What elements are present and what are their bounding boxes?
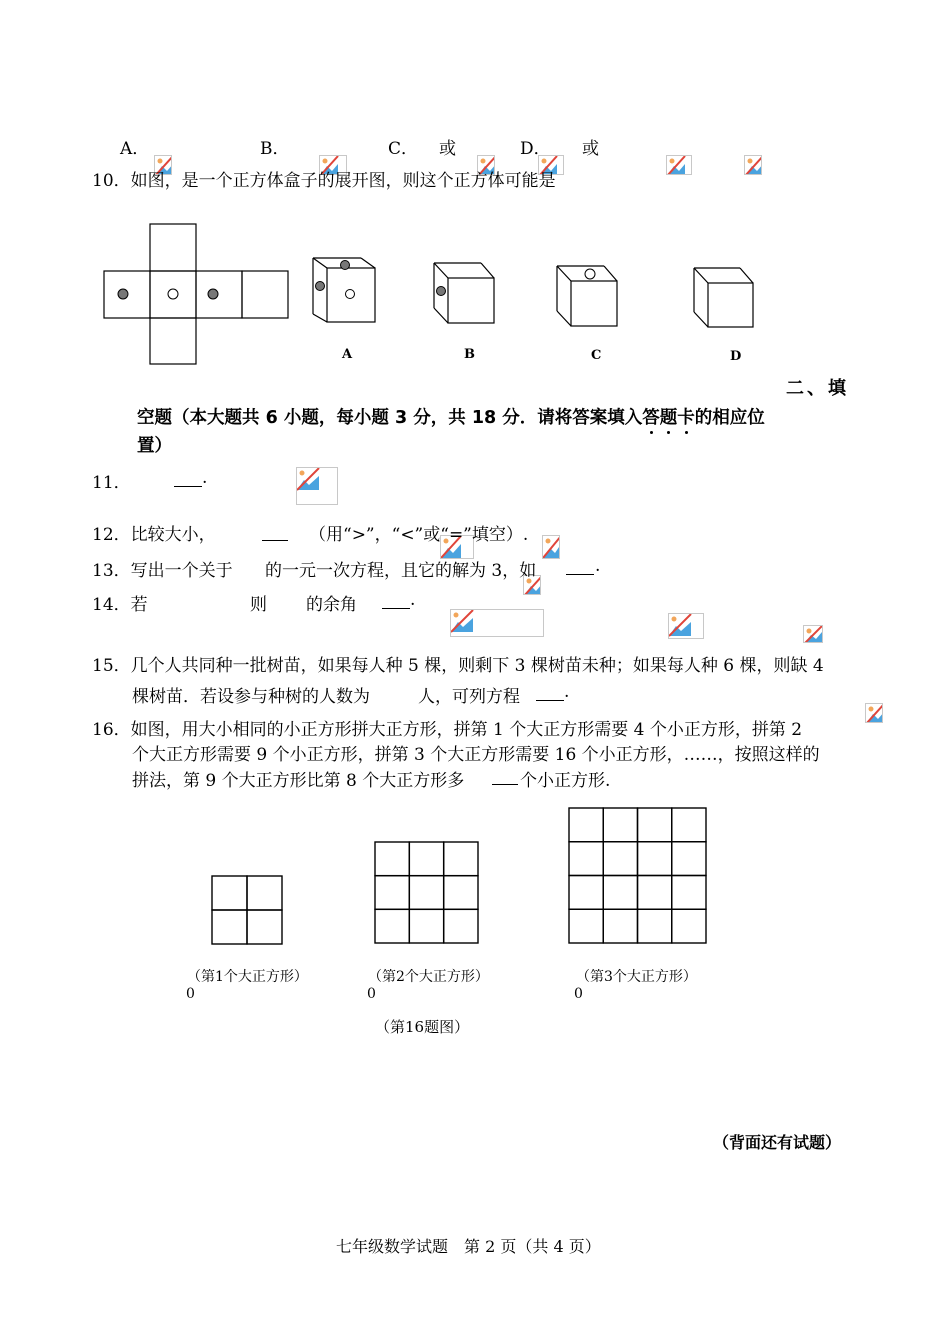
q10-text: 如图，是一个正方体盒子的展开图，则这个正方体可能是	[130, 171, 556, 191]
q9-option-a-label: A．	[120, 139, 150, 159]
grid-cell	[638, 808, 672, 842]
q14-mid: 则	[250, 595, 267, 615]
net-filled-dot	[208, 289, 218, 299]
grid-cell	[409, 842, 443, 876]
q13-number: 13．	[92, 561, 131, 581]
q9-option-b-label: B．	[260, 139, 290, 159]
q12-lead-text: 比较大小，	[130, 525, 216, 545]
q14-lead-text: 若	[130, 595, 148, 615]
grid-cell	[569, 876, 603, 910]
q10-number: 10．	[92, 171, 131, 191]
q16-zero-3: 0	[574, 986, 583, 1002]
q15-answer-blank[interactable]	[536, 686, 564, 701]
broken-image-icon	[865, 703, 883, 723]
grid-cell	[672, 808, 706, 842]
q10-label-a: A	[342, 347, 353, 362]
grid-cell	[603, 808, 637, 842]
q9-option-c-or: 或	[439, 139, 456, 159]
grid-cell	[444, 842, 478, 876]
q16-grid-1	[211, 875, 283, 945]
q16-caption-2: （第2个大正方形）	[368, 969, 489, 985]
q9-option-c-label: C．	[388, 139, 419, 159]
grid-cell	[638, 909, 672, 943]
q16-caption-1: （第1个大正方形）	[187, 969, 308, 985]
grid-cell	[409, 876, 443, 910]
q12-answer-blank[interactable]	[262, 526, 288, 541]
q16-line3-b: 个小正方形.	[520, 771, 611, 791]
broken-image-icon	[542, 535, 560, 559]
grid-cell	[375, 876, 409, 910]
grid-cell	[212, 910, 247, 944]
q14-number: 14．	[92, 595, 131, 615]
grid-cell	[672, 842, 706, 876]
q10-label-c: C	[591, 348, 602, 363]
cube-a-front-dot	[346, 290, 355, 299]
q16-line2: 个大正方形需要 9 个小正方形，拼第 3 个大正方形需要 16 个小正方形，……，按照这样的	[132, 745, 820, 765]
section2-heading-right: 二、填	[786, 378, 849, 399]
q9-option-d-or: 或	[582, 139, 599, 159]
grid-cell	[569, 842, 603, 876]
broken-image-icon	[803, 625, 823, 643]
grid-cell	[638, 842, 672, 876]
back-note: （背面还有试题）	[713, 1133, 842, 1152]
q9-option-b	[260, 134, 290, 159]
section2-line1-a: 空题（本大题共 6 小题，每小题 3 分，共 18 分．请将答案填入	[137, 408, 643, 428]
page-footer: 七年级数学试题 第 2 页（共 4 页）	[336, 1237, 601, 1256]
grid-cell	[603, 842, 637, 876]
grid-cell	[212, 876, 247, 910]
q13-answer-blank[interactable]	[566, 560, 594, 575]
broken-image-icon	[296, 467, 338, 505]
q12-lead	[92, 520, 216, 545]
broken-image-icon	[668, 613, 704, 639]
section2-heading-line2: 置）	[137, 436, 172, 456]
q11-end: .	[202, 468, 208, 488]
grid-cell	[375, 842, 409, 876]
grid-cell	[569, 909, 603, 943]
grid-cell	[672, 876, 706, 910]
q16-grid-3	[568, 807, 707, 944]
grid-cell	[444, 876, 478, 910]
q16-number: 16．	[92, 720, 131, 740]
emphasis-char: 卡	[677, 408, 695, 428]
q10-label-b: B	[464, 347, 475, 362]
grid-cell	[603, 876, 637, 910]
cube-c-top-dot	[585, 269, 595, 279]
q15-number: 15．	[92, 656, 131, 676]
q10-label-d: D	[730, 349, 742, 364]
grid-cell	[444, 909, 478, 943]
q16-zero-2: 0	[367, 986, 376, 1002]
q9-options-row	[120, 134, 149, 159]
q13-end: .	[595, 556, 601, 576]
grid-cell	[375, 909, 409, 943]
q14-answer-blank[interactable]	[382, 594, 410, 609]
q16-caption-3: （第3个大正方形）	[576, 969, 697, 985]
q16-line3-a: 拼法，第 9 个大正方形比第 8 个大正方形多	[132, 771, 465, 791]
grid-cell	[569, 808, 603, 842]
net-filled-dot	[118, 289, 128, 299]
broken-image-icon	[666, 155, 692, 175]
q14-lead	[92, 590, 148, 615]
grid-cell	[409, 909, 443, 943]
grid-cell	[638, 876, 672, 910]
q9-option-d-label: D．	[520, 139, 551, 159]
grid-cell	[603, 909, 637, 943]
broken-image-icon	[744, 155, 762, 175]
q11-number: 11．	[92, 473, 131, 493]
cube-d	[694, 268, 753, 327]
q15-line1	[92, 651, 824, 676]
q14-end: .	[410, 590, 416, 610]
q16-answer-blank[interactable]	[492, 770, 518, 785]
grid-cell	[247, 876, 282, 910]
q13-mid: 的一元一次方程，且它的解为 3，如	[265, 561, 537, 581]
q16-grid-2	[374, 841, 479, 944]
q14-mid2: 的余角	[306, 595, 357, 615]
q11-answer-blank[interactable]	[174, 472, 202, 487]
q16-zero-1: 0	[186, 986, 195, 1002]
q12-number: 12．	[92, 525, 131, 545]
section2-line1-b: 的相应位	[694, 408, 765, 428]
cube-a-top-dot	[341, 261, 350, 270]
q15-line2-a: 棵树苗．若设参与种树的人数为	[132, 687, 370, 707]
q16-line1-text: 如图，用大小相同的小正方形拼大正方形，拼第 1 个大正方形需要 4 个小正方形，拼第 2	[130, 720, 803, 740]
q12-tail: （用“>”，“<”或“=”填空）.	[309, 525, 529, 545]
q9-option-d	[520, 134, 551, 159]
q10-figure	[95, 215, 775, 375]
q10-stem	[92, 166, 556, 191]
grid-cell	[672, 909, 706, 943]
q15-end: .	[564, 682, 570, 702]
q13-lead	[92, 556, 233, 581]
q13-lead-text: 写出一个关于	[130, 561, 233, 581]
emphasis-char: 题	[659, 408, 678, 428]
cube-net	[104, 224, 288, 364]
net-open-dot	[168, 289, 178, 299]
q16-figure-caption: （第16题图）	[375, 1018, 470, 1036]
cube-b-side-dot	[437, 287, 446, 296]
q15-line1-text: 几个人共同种一批树苗，如果每人种 5 棵，则剩下 3 棵树苗未种；如果每人种 6 棵，则缺 4	[130, 656, 824, 676]
q16-line1	[92, 715, 802, 740]
emphasis-char: 答	[642, 408, 660, 428]
grid-cell	[247, 910, 282, 944]
q15-line2-b: 人，可列方程	[418, 687, 520, 707]
section2-heading-line1	[137, 404, 765, 429]
cube-a-side-dot	[316, 282, 325, 291]
broken-image-icon	[450, 609, 544, 637]
q9-option-c	[388, 134, 418, 159]
